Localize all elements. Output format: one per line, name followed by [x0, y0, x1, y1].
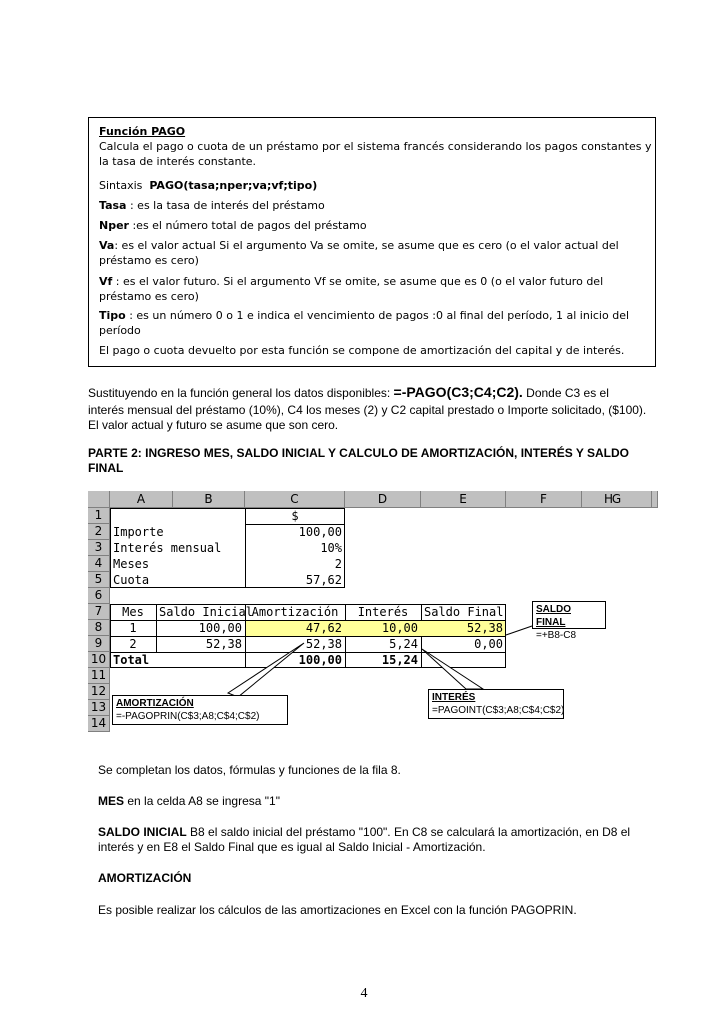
col-header-h-label: H — [604, 492, 614, 506]
row-header-13[interactable]: 13 — [88, 700, 110, 716]
row-header-6[interactable]: 6 — [88, 588, 110, 604]
row-header-14[interactable]: 14 — [88, 716, 110, 732]
col-header-g[interactable]: G — [582, 491, 652, 508]
after-line1: Se completan los datos, fórmulas y funciones de la fila 8. — [98, 763, 401, 777]
intro-line2: interés mensual del préstamo (10%), C4 los meses (2) y C2 capital prestado o Importe solicitado, ($100). — [88, 403, 647, 417]
cell-a5[interactable]: Cuota — [113, 573, 150, 587]
syntax-line: Sintaxis PAGO(tasa;nper;va;vf;tipo) — [99, 179, 318, 192]
callout-amortizacion-title: AMORTIZACIÓN — [116, 698, 194, 709]
function-title: Función PAGO — [99, 125, 186, 138]
closing-line: El pago o cuota devuelto por esta función se compone de amortización del capital y de interés. — [99, 344, 625, 357]
intro-line1: Sustituyendo en la función general los datos disponibles: =-PAGO(C3;C4;C2). Donde C3 es el — [88, 384, 609, 400]
cell-a4[interactable]: Meses — [113, 557, 150, 571]
callout-interes-title: INTERÉS — [432, 692, 476, 703]
cell-c10[interactable]: 100,00 — [298, 653, 342, 667]
section-heading-line2: FINAL — [88, 461, 124, 475]
cell-a10[interactable]: Total — [113, 653, 150, 667]
va-line2: préstamo es cero) — [99, 254, 199, 267]
cell-d9[interactable]: 5,24 — [389, 637, 418, 651]
page-number: 4 — [360, 986, 368, 1001]
col-header-a[interactable]: A — [110, 491, 173, 508]
row-header-2[interactable]: 2 — [88, 524, 110, 540]
cell-c1[interactable]: $ — [291, 509, 299, 523]
function-desc-line1: Calcula el pago o cuota de un préstamo por el sistema francés considerando los pagos constantes y — [99, 140, 652, 153]
cell-a3[interactable]: Interés mensual — [113, 541, 222, 555]
hdr-saldo-final[interactable]: Saldo Final — [424, 605, 504, 619]
cell-c9[interactable]: 52,38 — [305, 637, 342, 651]
callout-saldo-final-formula: =+B8-C8 — [536, 630, 577, 641]
cell-c8[interactable]: 47,62 — [305, 621, 342, 635]
row-header-4[interactable]: 4 — [88, 556, 110, 572]
tasa-line: Tasa : es la tasa de interés del préstamo — [99, 199, 325, 212]
hdr-mes[interactable]: Mes — [122, 605, 144, 619]
amort-text: Es posible realizar los cálculos de las amortizaciones en Excel con la función PAGOPRIN. — [98, 903, 577, 917]
cell-b9[interactable]: 52,38 — [205, 637, 242, 651]
function-box — [88, 117, 656, 367]
row-header-1[interactable]: 1 — [88, 508, 110, 524]
col-header-f[interactable]: F — [506, 491, 582, 508]
nper-line: Nper :es el número total de pagos del préstamo — [99, 219, 367, 232]
row-header-12[interactable]: 12 — [88, 684, 110, 700]
callout-amortizacion-formula: =-PAGOPRIN(C$3;A8;C$4;C$2) — [116, 711, 260, 722]
callout-interes-formula: =PAGOINT(C$3;A8;C$4;C$2) — [432, 705, 565, 716]
cell-d10[interactable]: 15,24 — [381, 653, 418, 667]
section-heading-line1: PARTE 2: INGRESO MES, SALDO INICIAL Y CALCULO DE AMORTIZACIÓN, INTERÉS Y SALDO — [88, 446, 629, 460]
spreadsheet — [88, 491, 658, 747]
row-header-8[interactable]: 8 — [88, 620, 110, 636]
cell-c5[interactable]: 57,62 — [305, 573, 342, 587]
saldo-line2: interés y en E8 el Saldo Final que es igual al Saldo Inicial - Amortización. — [98, 840, 486, 854]
cell-e9[interactable]: 0,00 — [474, 637, 503, 651]
col-header-d[interactable]: D — [345, 491, 421, 508]
hdr-saldo-inicial[interactable]: Saldo Inicial — [159, 605, 253, 619]
col-header-b[interactable]: B — [173, 491, 245, 508]
callout-saldo-final — [532, 601, 606, 641]
row-header-7[interactable]: 7 — [88, 604, 110, 620]
row-header-10[interactable]: 10 — [88, 652, 110, 668]
row-header-3[interactable]: 3 — [88, 540, 110, 556]
row-header-11[interactable]: 11 — [88, 668, 110, 684]
saldo-line1: SALDO INICIAL B8 el saldo inicial del préstamo "100". En C8 se calculará la amortización, en D8 el — [98, 825, 631, 839]
cell-c2[interactable]: 100,00 — [298, 525, 342, 539]
col-header-c[interactable]: C — [245, 491, 345, 508]
cell-e8[interactable]: 52,38 — [466, 621, 503, 635]
vf-line1: Vf : es el valor futuro. Si el argumento Vf se omite, se asume que es 0 (o el valor futuro del — [99, 275, 604, 288]
cell-a9[interactable]: 2 — [129, 637, 137, 651]
hdr-amortizacion[interactable]: Amortización — [251, 605, 339, 619]
row-header-5[interactable]: 5 — [88, 572, 110, 588]
cell-d8[interactable]: 10,00 — [381, 621, 418, 635]
hdr-interes[interactable]: Interés — [357, 605, 409, 619]
callout-interes — [428, 689, 564, 719]
vf-line2: préstamo es cero) — [99, 290, 199, 303]
col-header-e[interactable]: E — [421, 491, 506, 508]
cell-b8[interactable]: 100,00 — [198, 621, 242, 635]
function-desc-line2: la tasa de interés constante. — [99, 155, 257, 168]
callout-amortizacion — [112, 695, 288, 725]
tipo-line2: período — [99, 324, 141, 337]
cell-c4[interactable]: 2 — [334, 557, 342, 571]
row-header-9[interactable]: 9 — [88, 636, 110, 652]
callout-saldo-final-title: SALDO FINAL — [536, 604, 571, 628]
intro-line3: El valor actual y futuro se asume que son cero. — [88, 418, 339, 432]
tipo-line1: Tipo : es un número 0 o 1 e indica el vencimiento de pagos :0 al final del período, 1 al inicio del — [99, 309, 630, 322]
va-line1: Va: es el valor actual Si el argumento Va se omite, se asume que es cero (o el valor actual del — [99, 239, 619, 252]
cell-a2[interactable]: Importe — [113, 525, 164, 539]
mes-line: MES en la celda A8 se ingresa "1" — [98, 794, 280, 808]
cell-a8[interactable]: 1 — [129, 621, 137, 635]
amort-heading: AMORTIZACIÓN — [98, 871, 192, 885]
cell-c3[interactable]: 10% — [320, 541, 342, 555]
